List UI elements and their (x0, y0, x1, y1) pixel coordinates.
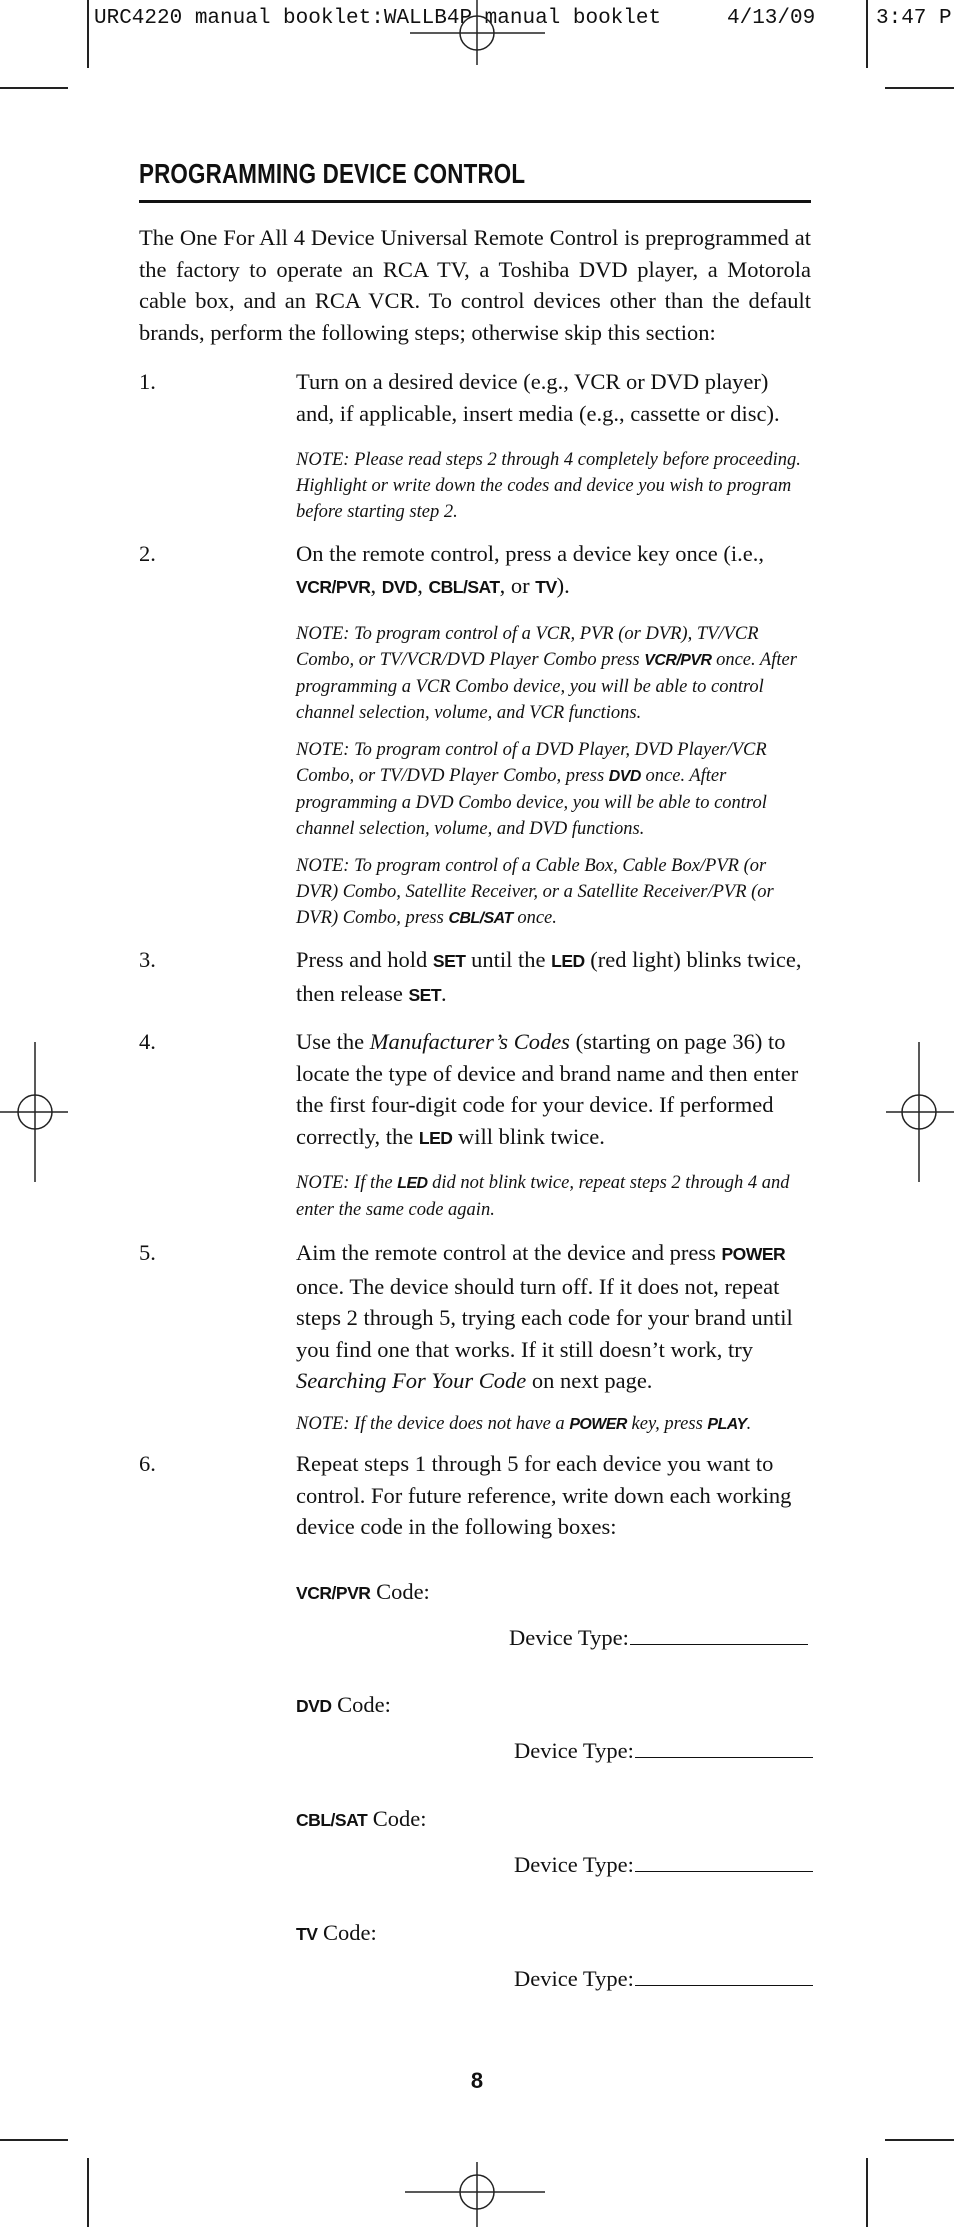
crop-mark (885, 2139, 954, 2141)
device-type-field-dvd[interactable]: Device Type: (514, 1735, 813, 1766)
registration-mark-right-icon (884, 1042, 954, 1182)
step-2-note-dvd: NOTE: To program control of a DVD Player, DVD Player/VCR Combo, or TV/DVD Player Combo, press DVD once. After programming a DVD Combo device, you will be able to control channel selection, volume, and DVD functions. (296, 740, 767, 839)
crop-mark (0, 2139, 68, 2141)
key-dvd: DVD (381, 576, 418, 597)
registration-mark-top-icon (405, 0, 545, 70)
step-4-text: Use the Manufacturer’s Codes (starting on page 36) to locate the type of device and brand name and then enter the first four-digit code for your device. If performed correctly, the LED will blink twice. (296, 1029, 799, 1149)
code-label-tv: TV Code: (296, 1920, 377, 1945)
step-6-text: Repeat steps 1 through 5 for each device you want to control. For future reference, write down each working device code in the following boxes: (296, 1451, 792, 1539)
key-vcr-pvr: VCR/PVR (296, 576, 371, 597)
step-3-text: Press and hold SET until the LED (red light) blinks twice, then release SET. (296, 947, 802, 1006)
step-6-number: 6. (139, 1451, 156, 1476)
crop-mark (885, 87, 954, 89)
slug-date: 4/13/09 (727, 7, 816, 30)
registration-mark-bottom-icon (405, 2157, 545, 2227)
page-number: 8 (470, 2068, 484, 2093)
crop-mark (866, 2158, 868, 2227)
code-label-cbl-sat: CBL/SAT Code: (296, 1806, 427, 1831)
step-2-text: On the remote control, press a device key once (i.e., VCR/PVR, DVD, CBL/SAT, or TV). (296, 541, 764, 598)
device-type-field-cbl-sat[interactable]: Device Type: (514, 1849, 813, 1880)
code-label-vcr-pvr: VCR/PVR Code: (296, 1579, 430, 1604)
slug-time: 3:47 P (876, 7, 952, 30)
step-5-number: 5. (139, 1240, 156, 1265)
step-1-number: 1. (139, 369, 156, 394)
step-4-number: 4. (139, 1029, 156, 1054)
page-title: PROGRAMMING DEVICE CONTROL (139, 158, 526, 189)
step-5-note: NOTE: If the device does not have a POWER key, press PLAY. (296, 1414, 752, 1434)
step-5-text: Aim the remote control at the device and press POWER once. The device should turn off. If it does not, repeat steps 2 through 5, trying each code for your brand until you find one that works. If it still doesn’t work, try Searching For Your Code on next page. (296, 1240, 793, 1393)
step-2-note-vcr: NOTE: To program control of a VCR, PVR (or DVR), TV/VCR Combo, or TV/VCR/DVD Player Combo press VCR/PVR once. After programming a VCR Combo device, you will be able to control channel selection, volume, and VCR functions. (296, 624, 797, 723)
step-1-text: Turn on a desired device (e.g., VCR or DVD player) and, if applicable, insert media (e.g., cassette or disc). (296, 369, 780, 426)
device-type-field-vcr-pvr[interactable]: Device Type: (509, 1622, 808, 1653)
step-2-note-cable: NOTE: To program control of a Cable Box, Cable Box/PVR (or DVR) Combo, Satellite Receiver, or a Satellite Receiver/PVR (or DVR) Combo, press CBL/SAT once. (296, 856, 774, 928)
intro-paragraph: The One For All 4 Device Universal Remote Control is preprogrammed at the factory to operate an RCA TV, a Toshiba DVD player, a Motorola cable box, and an RCA VCR. To control devices other than the default brands, perform the following steps; otherwise skip this section: (139, 225, 811, 345)
crop-mark (87, 0, 89, 68)
registration-mark-left-icon (0, 1042, 70, 1182)
step-2-number: 2. (139, 541, 156, 566)
step-4-note: NOTE: If the LED did not blink twice, repeat steps 2 through 4 and enter the same code again. (296, 1173, 790, 1220)
title-rule (139, 200, 811, 203)
crop-mark (0, 87, 68, 89)
crop-mark (87, 2158, 89, 2227)
code-label-dvd: DVD Code: (296, 1692, 391, 1717)
step-3-number: 3. (139, 947, 156, 972)
step-1-note: NOTE: Please read steps 2 through 4 completely before proceeding. Highlight or write down the codes and device you wish to program before starting step 2. (296, 450, 801, 522)
device-type-field-tv[interactable]: Device Type: (514, 1963, 813, 1994)
key-tv: TV (535, 576, 557, 597)
slug-filename: URC4220 manual booklet:WALLB4P manual booklet (94, 7, 662, 30)
crop-mark (866, 0, 868, 68)
key-cbl-sat: CBL/SAT (428, 576, 500, 597)
